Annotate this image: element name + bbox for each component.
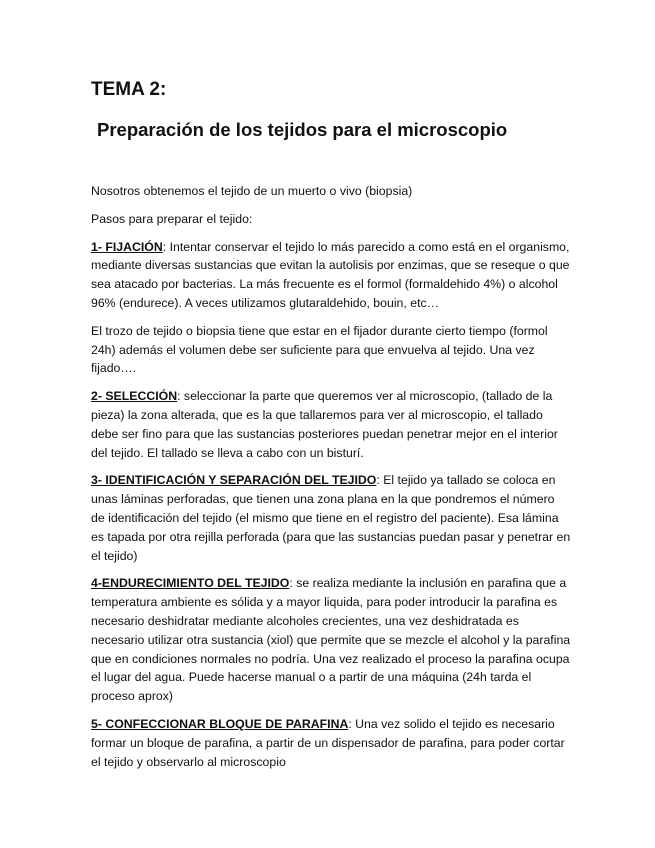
step-2-label: 2- SELECCIÓN [91, 389, 178, 404]
document-title: TEMA 2: [91, 79, 167, 100]
intro-paragraph: Nosotros obtenemos el tejido de un muerto o vivo (biopsia) [91, 184, 413, 198]
step-5-text: : Una vez solido el tejido es necesario formar un bloque de parafina, a partir de un dispensador de parafina, para poder cortar el tejido y observarlo al microscopio [91, 716, 565, 769]
step-4-label: 4-ENDURECIMIENTO DEL TEJIDO [91, 576, 290, 591]
step-1-paragraph [91, 238, 571, 313]
step-4-text: : se realiza mediante la inclusión en parafina que a temperatura ambiente es sólida y a mayor liquida, para poder introducir la parafina es necesario deshidratar mediante alcoholes crecientes, una vez deshidratada es necesario utilizar otra sustancia (xiol) que permite que se mezcle el alcohol y la parafina que en condiciones normales no podría. Una vez realizado el proceso la parafina ocupa el lugar del agua. Puede hacerse manual o a partir de una máquina (24h tarda el proceso aprox) [91, 576, 571, 704]
step-3-label: 3- IDENTIFICACIÓN Y SEPARACIÓN DEL TEJIDO [91, 473, 377, 488]
step-1-text: : Intentar conservar el tejido lo más parecido a como está en el organismo, mediante diversas sustancias que evitan la autolisis por enzimas, que se reseque o que sea atacado por bacterias. La más frecuente es el formol (formaldehido 4%) o alcohol 96% (endurece). A veces utilizamos glutaraldehido, bouin, etc… [91, 239, 570, 310]
step-2-text: : seleccionar la parte que queremos ver al microscopio, (tallado de la pieza) la zona alterada, que es la que tallaremos para ver al microscopio, el tallado debe ser fino para que las sustancias posteriores puedan penetrar mejor en el interior del tejido. El tallado se lleva a cabo con un bisturí. [91, 389, 558, 460]
steps-intro-paragraph: Pasos para preparar el tejido: [91, 211, 253, 226]
document-body [91, 78, 571, 771]
step-1-note-paragraph: El trozo de tejido o biopsia tiene que estar en el fijador durante cierto tiempo (formol 24h) además el volumen debe ser suficiente para que envuelva al tejido. Una vez fijado…. [91, 323, 548, 376]
step-5-label: 5- CONFECCIONAR BLOQUE DE PARAFINA [91, 716, 349, 731]
step-5-paragraph [91, 715, 571, 771]
step-3-paragraph [91, 471, 571, 565]
document-subtitle: Preparación de los tejidos para el microscopio [97, 119, 508, 140]
step-1-label: 1- FIJACIÓN [91, 239, 163, 254]
step-4-paragraph [91, 574, 571, 706]
step-3-text: : El tejido ya tallado se coloca en unas láminas perforadas, que tienen una zona plana en la que pondremos el número de identificación del tejido (el mismo que tiene en el registro del paciente). Esa lámina es tapada por otra rejilla perforada (para que las sustancias puedan pasar y penetrar en el tejido) [91, 473, 571, 563]
step-2-paragraph [91, 387, 571, 462]
